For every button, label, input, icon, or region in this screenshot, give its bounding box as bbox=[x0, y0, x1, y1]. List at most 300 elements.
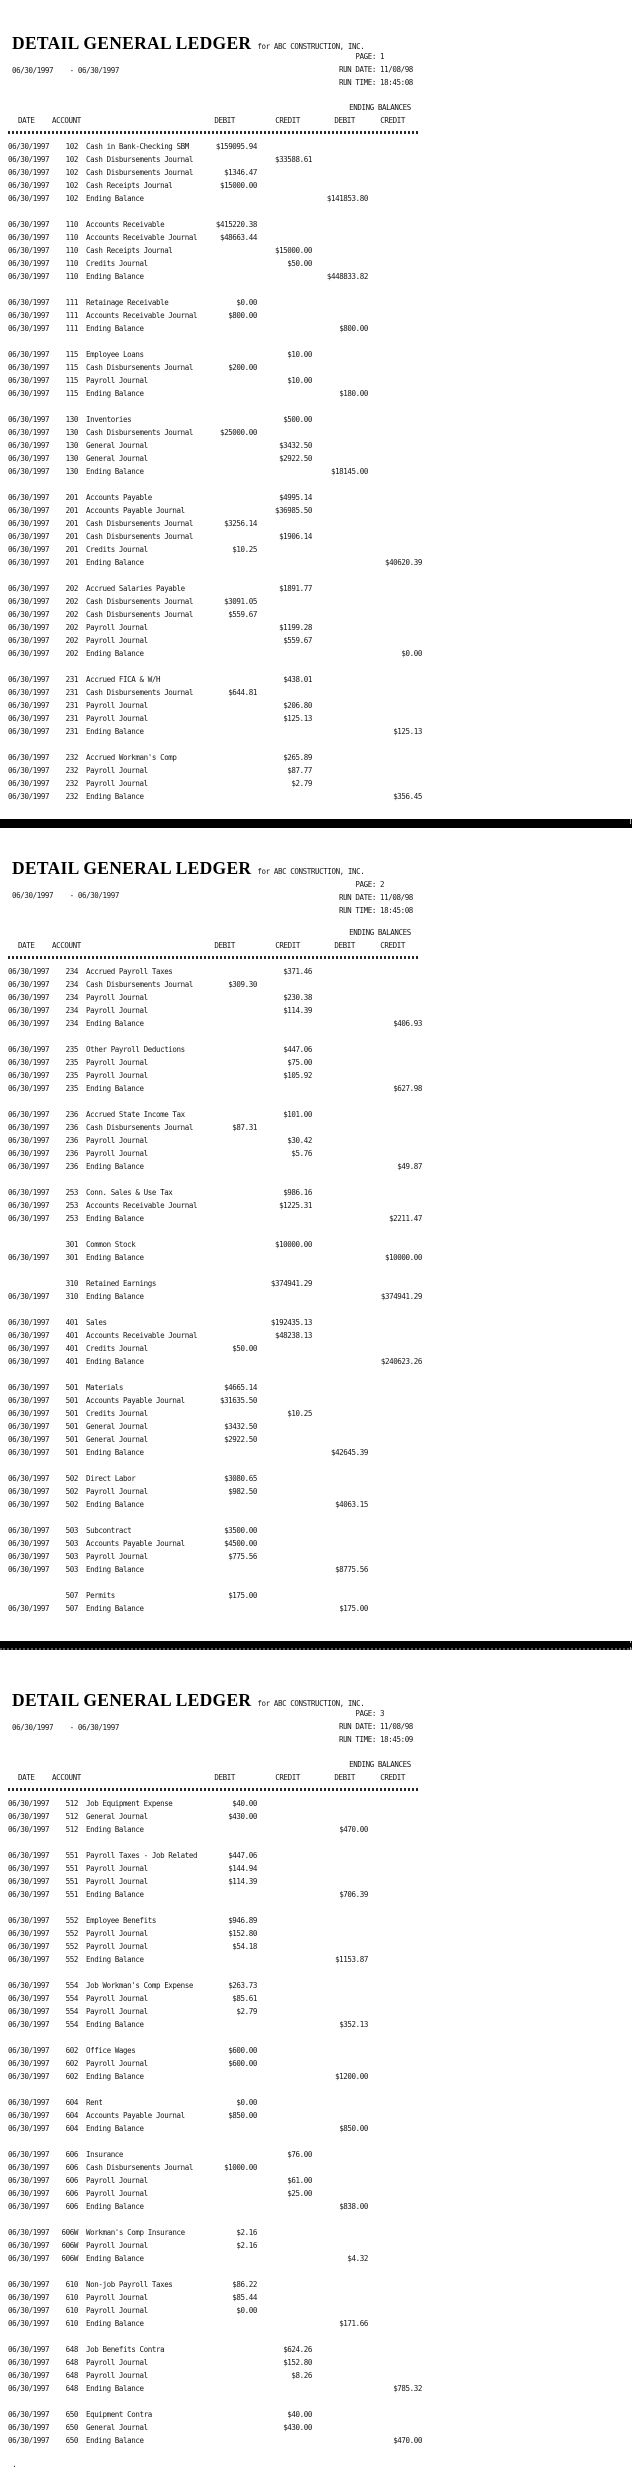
row-description: Materials bbox=[86, 1383, 124, 1392]
row-debit bbox=[212, 387, 257, 400]
row-account: 115 bbox=[65, 350, 78, 359]
row-ending-credit bbox=[368, 2200, 422, 2213]
row-credit bbox=[257, 2005, 312, 2018]
row-description: Payroll Journal bbox=[86, 2241, 148, 2250]
row-date: 06/30/1997 bbox=[8, 584, 50, 593]
row-credit bbox=[257, 2161, 312, 2174]
row-debit bbox=[212, 1823, 257, 1836]
row-description: Accrued Salaries Payable bbox=[86, 584, 185, 593]
row-credit bbox=[257, 1914, 312, 1927]
ledger-row bbox=[0, 2057, 632, 2070]
row-ending-credit bbox=[368, 1108, 422, 1121]
row-ending-credit bbox=[368, 1316, 422, 1329]
account-group bbox=[0, 751, 632, 803]
row-account: 501 bbox=[65, 1383, 78, 1392]
row-debit bbox=[212, 2018, 257, 2031]
row-ending-debit: $180.00 bbox=[339, 389, 368, 398]
row-account: 110 bbox=[65, 246, 78, 255]
row-account: 236 bbox=[65, 1123, 78, 1132]
row-date: 06/30/1997 bbox=[8, 1149, 50, 1158]
ledger-row bbox=[0, 965, 632, 978]
ending-balances-label: ENDING BALANCES bbox=[349, 103, 411, 112]
page-number-label: PAGE: bbox=[355, 52, 376, 61]
row-date: 06/30/1997 bbox=[8, 1916, 50, 1925]
row-credit: $87.77 bbox=[287, 766, 312, 775]
ledger-row bbox=[0, 1394, 632, 1407]
ledger-row bbox=[0, 673, 632, 686]
row-credit: $101.00 bbox=[283, 1110, 312, 1119]
row-debit bbox=[212, 1082, 257, 1095]
row-ending-debit: $1200.00 bbox=[335, 2072, 368, 2081]
ledger-row bbox=[0, 192, 632, 205]
row-description: Cash Disbursements Journal bbox=[86, 980, 194, 989]
row-credit bbox=[257, 309, 312, 322]
row-ending-credit bbox=[368, 426, 422, 439]
row-description: Ending Balance bbox=[86, 1253, 144, 1262]
ledger-row bbox=[0, 348, 632, 361]
row-ending-credit: $49.87 bbox=[397, 1162, 422, 1171]
row-debit: $31635.50 bbox=[219, 1396, 257, 1405]
row-date: 06/30/1997 bbox=[8, 675, 50, 684]
account-group bbox=[0, 413, 632, 478]
row-ending-credit bbox=[368, 582, 422, 595]
row-account: 102 bbox=[65, 194, 78, 203]
row-account: 111 bbox=[65, 324, 78, 333]
row-description: Accounts Receivable Journal bbox=[86, 233, 198, 242]
row-credit bbox=[257, 1940, 312, 1953]
row-debit: $15000.00 bbox=[219, 181, 257, 190]
row-account: 110 bbox=[65, 233, 78, 242]
row-date: 06/30/1997 bbox=[8, 233, 50, 242]
ledger-row bbox=[0, 1316, 632, 1329]
row-credit bbox=[257, 2200, 312, 2213]
row-ending-debit bbox=[312, 2096, 368, 2109]
row-credit: $10.00 bbox=[287, 376, 312, 385]
row-date: 06/30/1997 bbox=[8, 2059, 50, 2068]
ledger-row bbox=[0, 1017, 632, 1030]
row-description: Payroll Journal bbox=[86, 1929, 148, 1938]
ledger-table bbox=[0, 926, 632, 1615]
row-account: 201 bbox=[65, 558, 78, 567]
row-credit bbox=[257, 1433, 312, 1446]
row-description: Retainage Receivable bbox=[86, 298, 169, 307]
row-ending-credit bbox=[368, 2226, 422, 2239]
ledger-row bbox=[0, 530, 632, 543]
row-debit: $175.00 bbox=[228, 1591, 257, 1600]
row-credit bbox=[257, 1082, 312, 1095]
row-ending-credit bbox=[368, 1329, 422, 1342]
row-date: 06/30/1997 bbox=[8, 363, 50, 372]
row-description: Payroll Journal bbox=[86, 2306, 148, 2315]
row-debit: $4665.14 bbox=[224, 1383, 257, 1392]
row-credit bbox=[257, 1251, 312, 1264]
row-ending-credit bbox=[368, 595, 422, 608]
row-ending-credit bbox=[368, 1524, 422, 1537]
row-credit bbox=[257, 2304, 312, 2317]
row-date: 06/30/1997 bbox=[8, 1019, 50, 1028]
row-credit bbox=[257, 686, 312, 699]
run-time-value: 18:45:09 bbox=[380, 1735, 413, 1744]
row-account: 236 bbox=[65, 1162, 78, 1171]
row-description: Accounts Payable Journal bbox=[86, 506, 185, 515]
row-date: 06/30/1997 bbox=[8, 1058, 50, 1067]
row-description: Equipment Contra bbox=[86, 2410, 152, 2419]
row-debit bbox=[212, 699, 257, 712]
row-ending-credit bbox=[368, 2317, 422, 2330]
row-ending-debit: $352.13 bbox=[339, 2020, 368, 2029]
row-ending-credit bbox=[368, 1953, 422, 1966]
row-date: 06/30/1997 bbox=[8, 610, 50, 619]
row-description: Payroll Journal bbox=[86, 2176, 148, 2185]
row-ending-debit bbox=[312, 2239, 368, 2252]
row-description: Payroll Journal bbox=[86, 1071, 148, 1080]
run-time-row bbox=[280, 904, 413, 917]
row-debit bbox=[212, 1108, 257, 1121]
row-description: Conn. Sales & Use Tax bbox=[86, 1188, 173, 1197]
row-ending-credit bbox=[368, 1797, 422, 1810]
row-ending-debit bbox=[312, 530, 368, 543]
row-debit: $3080.65 bbox=[224, 1474, 257, 1483]
row-ending-credit: $406.93 bbox=[393, 1019, 422, 1028]
page-number-value: 1 bbox=[380, 52, 385, 61]
page-number-row bbox=[280, 50, 413, 63]
row-account: 401 bbox=[65, 1357, 78, 1366]
row-account: 502 bbox=[65, 1487, 78, 1496]
row-debit: $0.00 bbox=[236, 298, 257, 307]
row-debit: $600.00 bbox=[228, 2046, 257, 2055]
row-account: 501 bbox=[65, 1396, 78, 1405]
row-date: 06/30/1997 bbox=[8, 1604, 50, 1613]
row-description: Payroll Journal bbox=[86, 623, 148, 632]
row-credit bbox=[257, 166, 312, 179]
col-header-account: ACCOUNT bbox=[52, 1773, 81, 1782]
row-account: 301 bbox=[65, 1240, 78, 1249]
row-ending-debit bbox=[312, 2278, 368, 2291]
row-ending-debit: $18145.00 bbox=[330, 467, 368, 476]
ledger-row bbox=[0, 699, 632, 712]
row-debit bbox=[212, 491, 257, 504]
row-date: 06/30/1997 bbox=[8, 2111, 50, 2120]
row-description: Workman's Comp Insurance bbox=[86, 2228, 185, 2237]
row-description: Ending Balance bbox=[86, 1214, 144, 1223]
row-date: 06/30/1997 bbox=[8, 1136, 50, 1145]
ledger-row bbox=[0, 1927, 632, 1940]
row-account: 604 bbox=[65, 2098, 78, 2107]
row-credit bbox=[257, 556, 312, 569]
row-ending-debit bbox=[312, 374, 368, 387]
ledger-row bbox=[0, 1823, 632, 1836]
ledger-row bbox=[0, 2200, 632, 2213]
row-ending-debit bbox=[312, 439, 368, 452]
row-description: General Journal bbox=[86, 1812, 148, 1821]
row-ending-debit bbox=[312, 1927, 368, 1940]
row-ending-debit bbox=[312, 1914, 368, 1927]
row-date: 06/30/1997 bbox=[8, 389, 50, 398]
row-ending-debit bbox=[312, 1849, 368, 1862]
ledger-row bbox=[0, 1199, 632, 1212]
row-description: Cash Disbursements Journal bbox=[86, 155, 194, 164]
ledger-row bbox=[0, 2187, 632, 2200]
row-account: 502 bbox=[65, 1474, 78, 1483]
row-ending-credit bbox=[368, 2148, 422, 2161]
row-credit: $374941.29 bbox=[270, 1279, 312, 1288]
row-debit bbox=[212, 1953, 257, 1966]
row-credit bbox=[257, 2018, 312, 2031]
row-credit bbox=[257, 517, 312, 530]
row-ending-debit bbox=[312, 1199, 368, 1212]
row-account: 552 bbox=[65, 1916, 78, 1925]
ledger-table bbox=[0, 1758, 632, 2447]
ledger-row bbox=[0, 2304, 632, 2317]
row-account: 501 bbox=[65, 1422, 78, 1431]
col-header-debit: DEBIT bbox=[214, 116, 235, 125]
run-date-row bbox=[280, 63, 413, 76]
row-ending-debit bbox=[312, 1810, 368, 1823]
ledger-row bbox=[0, 1121, 632, 1134]
ledger-row bbox=[0, 1875, 632, 1888]
row-account: 234 bbox=[65, 980, 78, 989]
row-date: 06/30/1997 bbox=[8, 1162, 50, 1171]
row-date: 06/30/1997 bbox=[8, 1435, 50, 1444]
row-debit bbox=[212, 1407, 257, 1420]
row-ending-credit bbox=[368, 257, 422, 270]
row-credit bbox=[257, 1121, 312, 1134]
row-ending-credit bbox=[368, 621, 422, 634]
row-description: Payroll Journal bbox=[86, 376, 148, 385]
row-date: 06/30/1997 bbox=[8, 2228, 50, 2237]
row-date: 06/30/1997 bbox=[8, 623, 50, 632]
row-account: 232 bbox=[65, 779, 78, 788]
row-account: 610 bbox=[65, 2293, 78, 2302]
row-ending-debit bbox=[312, 309, 368, 322]
ledger-row bbox=[0, 1810, 632, 1823]
row-ending-debit bbox=[312, 777, 368, 790]
row-debit: $85.61 bbox=[232, 1994, 257, 2003]
row-ending-credit bbox=[368, 1446, 422, 1459]
report-title: DETAIL GENERAL LEDGER bbox=[12, 1690, 252, 1710]
row-ending-credit bbox=[368, 387, 422, 400]
report-page bbox=[0, 828, 632, 1641]
row-account: 236 bbox=[65, 1110, 78, 1119]
row-ending-debit: $4.32 bbox=[347, 2254, 368, 2263]
row-ending-debit bbox=[312, 543, 368, 556]
row-description: Cash Receipts Journal bbox=[86, 246, 173, 255]
ledger-row bbox=[0, 1992, 632, 2005]
row-description: Cash Disbursements Journal bbox=[86, 168, 194, 177]
ledger-row bbox=[0, 504, 632, 517]
account-group bbox=[0, 1472, 632, 1511]
ledger-row bbox=[0, 2369, 632, 2382]
row-debit bbox=[212, 192, 257, 205]
row-ending-credit bbox=[368, 673, 422, 686]
row-description: Other Payroll Deductions bbox=[86, 1045, 185, 1054]
row-ending-debit bbox=[312, 647, 368, 660]
row-account: 554 bbox=[65, 1981, 78, 1990]
row-date bbox=[8, 1277, 52, 1290]
ending-balances-label: ENDING BALANCES bbox=[349, 928, 411, 937]
col-header-credit: CREDIT bbox=[275, 941, 300, 950]
row-debit: $87.31 bbox=[232, 1123, 257, 1132]
row-ending-debit bbox=[312, 2174, 368, 2187]
row-ending-debit bbox=[312, 2291, 368, 2304]
col-header-ending-credit: CREDIT bbox=[380, 116, 405, 125]
row-debit: $25000.00 bbox=[219, 428, 257, 437]
ledger-row bbox=[0, 978, 632, 991]
row-account: 551 bbox=[65, 1851, 78, 1860]
ledger-row bbox=[0, 322, 632, 335]
ledger-row bbox=[0, 1602, 632, 1615]
row-debit: $1346.47 bbox=[224, 168, 257, 177]
row-date: 06/30/1997 bbox=[8, 701, 50, 710]
row-debit bbox=[212, 1602, 257, 1615]
row-ending-debit bbox=[312, 1004, 368, 1017]
row-credit: $447.06 bbox=[283, 1045, 312, 1054]
row-credit bbox=[257, 2057, 312, 2070]
row-ending-debit bbox=[312, 231, 368, 244]
row-credit: $2922.50 bbox=[279, 454, 312, 463]
row-date: 06/30/1997 bbox=[8, 519, 50, 528]
row-credit bbox=[257, 1810, 312, 1823]
row-account: 650 bbox=[65, 2410, 78, 2419]
run-time-row bbox=[280, 76, 413, 89]
row-description: Ending Balance bbox=[86, 194, 144, 203]
col-header-account: ACCOUNT bbox=[52, 941, 81, 950]
ledger-row bbox=[0, 1849, 632, 1862]
row-description: Payroll Journal bbox=[86, 714, 148, 723]
row-description: Payroll Journal bbox=[86, 2371, 148, 2380]
row-credit bbox=[257, 2382, 312, 2395]
row-credit bbox=[257, 1550, 312, 1563]
row-account: 231 bbox=[65, 675, 78, 684]
row-description: Cash Disbursements Journal bbox=[86, 363, 194, 372]
row-credit bbox=[257, 1888, 312, 1901]
row-ending-credit: $0.00 bbox=[401, 649, 422, 658]
row-account: 235 bbox=[65, 1084, 78, 1093]
row-account: 401 bbox=[65, 1344, 78, 1353]
row-date bbox=[8, 1589, 52, 1602]
row-account: 115 bbox=[65, 376, 78, 385]
row-date: 06/30/1997 bbox=[8, 1331, 50, 1340]
row-debit: $159095.94 bbox=[215, 142, 257, 151]
row-description: Cash Disbursements Journal bbox=[86, 597, 194, 606]
ledger-row bbox=[0, 2174, 632, 2187]
row-credit bbox=[257, 322, 312, 335]
row-account: 234 bbox=[65, 993, 78, 1002]
row-ending-debit bbox=[312, 2343, 368, 2356]
row-credit: $265.89 bbox=[283, 753, 312, 762]
row-credit bbox=[257, 1160, 312, 1173]
row-ending-credit bbox=[368, 166, 422, 179]
row-date: 06/30/1997 bbox=[8, 2098, 50, 2107]
ledger-row bbox=[0, 1134, 632, 1147]
account-group bbox=[0, 1043, 632, 1095]
row-debit: $50.00 bbox=[232, 1344, 257, 1353]
row-ending-debit bbox=[312, 1212, 368, 1225]
row-description: Payroll Journal bbox=[86, 766, 148, 775]
row-ending-credit bbox=[368, 1420, 422, 1433]
row-account: 201 bbox=[65, 506, 78, 515]
row-description: Ending Balance bbox=[86, 467, 144, 476]
row-description: Accounts Receivable bbox=[86, 220, 165, 229]
row-credit: $152.80 bbox=[283, 2358, 312, 2367]
row-ending-debit bbox=[312, 1589, 368, 1602]
row-ending-debit bbox=[312, 1342, 368, 1355]
row-account: 610 bbox=[65, 2319, 78, 2328]
row-account: 310 bbox=[65, 1279, 78, 1288]
row-debit: $982.50 bbox=[228, 1487, 257, 1496]
row-account: 401 bbox=[65, 1318, 78, 1327]
row-account: 503 bbox=[65, 1552, 78, 1561]
row-ending-debit bbox=[312, 556, 368, 569]
row-debit: $430.00 bbox=[228, 1812, 257, 1821]
row-account: 130 bbox=[65, 428, 78, 437]
row-ending-credit bbox=[368, 1992, 422, 2005]
row-account: 234 bbox=[65, 967, 78, 976]
row-debit bbox=[212, 1199, 257, 1212]
row-description: Accounts Receivable Journal bbox=[86, 311, 198, 320]
row-credit bbox=[257, 2252, 312, 2265]
ledger-row bbox=[0, 1147, 632, 1160]
row-debit: $10.25 bbox=[232, 545, 257, 554]
row-debit bbox=[212, 1290, 257, 1303]
row-credit bbox=[257, 1537, 312, 1550]
row-credit: $559.67 bbox=[283, 636, 312, 645]
row-account: 236 bbox=[65, 1149, 78, 1158]
row-ending-credit bbox=[368, 1342, 422, 1355]
row-date: 06/30/1997 bbox=[8, 649, 50, 658]
ledger-row bbox=[0, 1212, 632, 1225]
row-credit bbox=[257, 1472, 312, 1485]
row-description: Job Workman's Comp Expense bbox=[86, 1981, 194, 1990]
row-credit: $25.00 bbox=[287, 2189, 312, 2198]
row-ending-credit bbox=[368, 1888, 422, 1901]
row-credit bbox=[257, 1498, 312, 1511]
row-debit: $263.73 bbox=[228, 1981, 257, 1990]
row-ending-debit bbox=[312, 1186, 368, 1199]
row-description: General Journal bbox=[86, 2423, 148, 2432]
run-date-row bbox=[280, 1720, 413, 1733]
report-page bbox=[0, 1650, 632, 2475]
row-debit bbox=[212, 1017, 257, 1030]
row-account: 115 bbox=[65, 363, 78, 372]
row-date: 06/30/1997 bbox=[8, 2410, 50, 2419]
row-date: 06/30/1997 bbox=[8, 350, 50, 359]
row-ending-credit bbox=[368, 1433, 422, 1446]
row-date: 06/30/1997 bbox=[8, 246, 50, 255]
row-ending-credit bbox=[368, 296, 422, 309]
row-ending-debit: $8775.56 bbox=[335, 1565, 368, 1574]
row-account: 201 bbox=[65, 545, 78, 554]
ledger-row bbox=[0, 361, 632, 374]
ledger-row bbox=[0, 1550, 632, 1563]
row-ending-credit bbox=[368, 1147, 422, 1160]
row-date: 06/30/1997 bbox=[8, 376, 50, 385]
row-date: 06/30/1997 bbox=[8, 532, 50, 541]
row-account: 236 bbox=[65, 1136, 78, 1145]
ledger-row bbox=[0, 1069, 632, 1082]
account-group bbox=[0, 2343, 632, 2395]
row-credit bbox=[257, 2226, 312, 2239]
ledger-row bbox=[0, 2109, 632, 2122]
row-date: 06/30/1997 bbox=[8, 1955, 50, 1964]
col-header-ending-debit: DEBIT bbox=[334, 116, 355, 125]
row-date: 06/30/1997 bbox=[8, 766, 50, 775]
row-debit bbox=[212, 2148, 257, 2161]
row-credit bbox=[257, 1862, 312, 1875]
ledger-row bbox=[0, 1862, 632, 1875]
row-debit bbox=[212, 2369, 257, 2382]
row-description: Rent bbox=[86, 2098, 103, 2107]
